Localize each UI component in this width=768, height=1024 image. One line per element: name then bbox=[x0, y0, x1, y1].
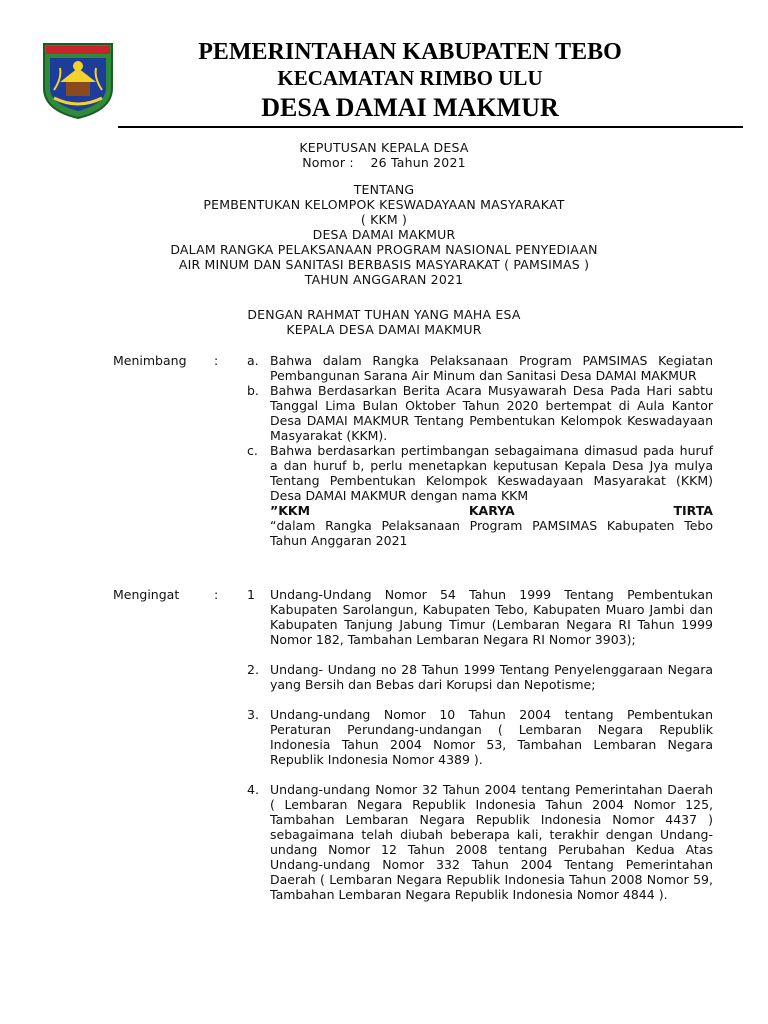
item-marker: 3. bbox=[247, 707, 259, 722]
item-text: Undang-undang Nomor 10 Tahun 2004 tentang Pembentukan Peraturan Perundang-undangan ( Lembaran Negara Republik Indonesia Tahun 2004 Nomor 53, Tambahan Lembaran Negara Republik Indonesia Nomor 4389 ). bbox=[270, 707, 713, 767]
subject-line: AIR MINUM DAN SANITASI BERBASIS MASYARAKAT ( PAMSIMAS ) bbox=[178, 257, 590, 272]
government-name: PEMERINTAHAN KABUPATEN TEBO bbox=[198, 39, 622, 65]
preamble-line: KEPALA DESA DAMAI MAKMUR bbox=[286, 322, 482, 337]
item-marker: 1 bbox=[247, 587, 255, 602]
item-marker: c. bbox=[247, 443, 258, 458]
item-text-continued: “dalam Rangka Pelaksanaan Program PAMSIMAS Kabupaten Tebo Tahun Anggaran 2021 bbox=[270, 518, 713, 548]
decree-title-line: KEPUTUSAN KEPALA DESA bbox=[299, 140, 469, 155]
list-item bbox=[247, 353, 713, 383]
recalling-colon: : bbox=[214, 587, 219, 602]
item-text: Bahwa Berdasarkan Berita Acara Musyawarah Desa Pada Hari sabtu Tanggal Lima Bulan Oktober Tahun 2020 bertempat di Aula Kantor Desa DAMAI MAKMUR Tentang Pembentukan Kelompok Keswadayaan Masyarakat (KKM). bbox=[270, 383, 713, 443]
considering-colon: : bbox=[214, 353, 219, 368]
decree-subject bbox=[0, 182, 768, 287]
subject-line: TENTANG bbox=[353, 182, 415, 197]
preamble-line: DENGAN RAHMAT TUHAN YANG MAHA ESA bbox=[247, 307, 521, 322]
subject-line: DESA DAMAI MAKMUR bbox=[312, 227, 456, 242]
preamble bbox=[0, 307, 768, 337]
list-item bbox=[247, 707, 713, 767]
list-item bbox=[247, 443, 713, 548]
considering-list bbox=[247, 353, 713, 548]
kkm-name-word: KARYA bbox=[468, 503, 515, 518]
letterhead-text bbox=[120, 38, 700, 125]
decree-number: Nomor : 26 Tahun 2021 bbox=[302, 155, 466, 170]
subject-line: PEMBENTUKAN KELOMPOK KESWADAYAAN MASYARAKAT bbox=[203, 197, 565, 212]
considering-label: Menimbang bbox=[113, 353, 187, 368]
letterhead bbox=[0, 0, 768, 140]
item-text: Bahwa berdasarkan pertimbangan sebagaimana dimasud pada huruf a dan huruf b, perlu menetapkan keputusan Kepala Desa Jya mulya Tentang Pembentukan Kelompok Keswadayaan Masyarakat (KKM) Desa DAMAI MAKMUR dengan nama KKM bbox=[270, 443, 713, 503]
letterhead-divider bbox=[118, 126, 743, 128]
list-item bbox=[247, 782, 713, 902]
decree-title bbox=[0, 140, 768, 170]
item-text: Undang-Undang Nomor 54 Tahun 1999 Tentang Pembentukan Kabupaten Sarolangun, Kabupaten Tebo, Kabupaten Muaro Jambi dan Kabupaten Tanjung Jabung Timur (Lembaran Negara RI Tahun 1999 Nomor 182, Tambahan Lembaran Negara RI Nomor 3903); bbox=[270, 587, 713, 647]
regency-emblem-logo bbox=[40, 38, 116, 120]
subject-line: ( KKM ) bbox=[360, 212, 408, 227]
list-item bbox=[247, 587, 713, 647]
item-marker: b. bbox=[247, 383, 259, 398]
subject-line: TAHUN ANGGARAN 2021 bbox=[304, 272, 464, 287]
subject-line: DALAM RANGKA PELAKSANAAN PROGRAM NASIONAL PENYEDIAAN bbox=[170, 242, 598, 257]
recalling-list bbox=[247, 587, 713, 902]
village-name: DESA DAMAI MAKMUR bbox=[261, 93, 559, 122]
item-text: Undang-undang Nomor 32 Tahun 2004 tentang Pemerintahan Daerah ( Lembaran Negara Republik Indonesia Tahun 2004 Nomor 125, Tambahan Lembaran Negara Republik Indonesia Nomor 4437 ) sebagaimana telah diubah beberapa kali, terakhir dengan Undang-undang Nomor 12 Tahun 2008 tentang Perubahan Kedua Atas Undang-undang Nomor 332 Tahun 2004 Tentang Pemerintahan Daerah ( Lembaran Negara Republik Indonesia Tahun 2008 Nomor 59, Tambahan Lembaran Negara Republik Indonesia Nomor 4844 ). bbox=[270, 782, 713, 902]
recalling-label: Mengingat bbox=[113, 587, 180, 602]
kkm-name-word: TIRTA bbox=[673, 503, 713, 518]
item-text: Bahwa dalam Rangka Pelaksanaan Program PAMSIMAS Kegiatan Pembangunan Sarana Air Minum dan Sanitasi Desa DAMAI MAKMUR bbox=[270, 353, 713, 383]
kkm-name bbox=[270, 503, 713, 518]
kkm-name-word: ”KKM bbox=[270, 503, 311, 518]
item-text: Undang- Undang no 28 Tahun 1999 Tentang Penyelenggaraan Negara yang Bersih dan Bebas dari Korupsi dan Nepotisme; bbox=[270, 662, 713, 692]
district-name: KECAMATAN RIMBO ULU bbox=[277, 66, 543, 90]
item-marker: 4. bbox=[247, 782, 259, 797]
list-item bbox=[247, 383, 713, 443]
item-marker: 2. bbox=[247, 662, 259, 677]
list-item bbox=[247, 662, 713, 692]
item-marker: a. bbox=[247, 353, 259, 368]
